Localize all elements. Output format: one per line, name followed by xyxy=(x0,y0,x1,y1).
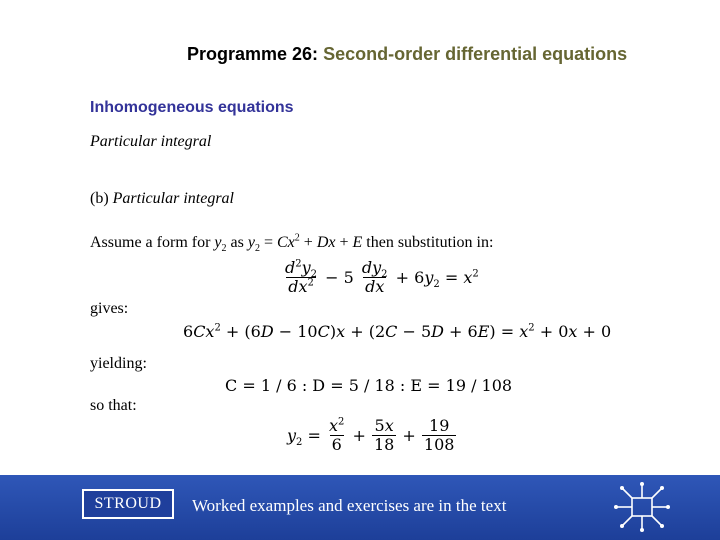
network-logo-icon xyxy=(614,482,670,532)
fraction-5x-over-18: $\frac{5x}{18}$ xyxy=(373,416,395,454)
assumed-form: $y_2$ as $y_2 = Cx^2 + Dx + E$ xyxy=(214,232,363,255)
part-title: Particular integral xyxy=(112,190,234,207)
title-prefix: Programme 26: xyxy=(187,44,319,64)
part-label: (b) xyxy=(90,190,109,207)
differential-equation: $\frac{d^2y_2}{dx^2}$ − 5 $\frac{dy_2}{dx}$ + $6y_2 = x^2$ xyxy=(285,258,479,296)
subheading: Particular integral xyxy=(90,133,212,150)
yielding-label: yielding: xyxy=(90,355,147,372)
assume-suffix: then substitution in: xyxy=(362,234,494,251)
substituted-equation: $6Cx^2 + (6D - 10C)x + (2C - 5D + 6E) = x^2 + 0x + 0$ xyxy=(183,322,612,341)
gives-label: gives: xyxy=(90,300,129,317)
first-derivative: $\frac{dy_2}{dx}$ xyxy=(361,258,388,296)
section-heading: Inhomogeneous equations xyxy=(90,99,294,116)
assume-prefix: Assume a form for xyxy=(90,234,215,251)
footer-note: Worked examples and exercises are in the text xyxy=(192,496,507,515)
title-subject: Second-order differential equations xyxy=(323,44,628,64)
fraction-19-over-108: $\frac{19}{108}$ xyxy=(423,416,455,454)
particular-integral: $y_2$ = $\frac{x^2}{6}$ + $\frac{5x}{18}$ + $\frac{19}{108}$ xyxy=(287,416,455,454)
so-that-label: so that: xyxy=(90,397,137,414)
coefficient-solutions: C = 1 / 6 : D = 5 / 18 : E = 19 / 108 xyxy=(225,376,513,395)
fraction-x2-over-6: $\frac{x^2}{6}$ xyxy=(329,416,345,454)
assume-line xyxy=(90,232,494,255)
part-heading xyxy=(90,190,234,208)
second-derivative: $\frac{d^2y_2}{dx^2}$ xyxy=(285,258,318,296)
page-title xyxy=(187,44,627,65)
stroud-badge: STROUD xyxy=(82,489,174,519)
